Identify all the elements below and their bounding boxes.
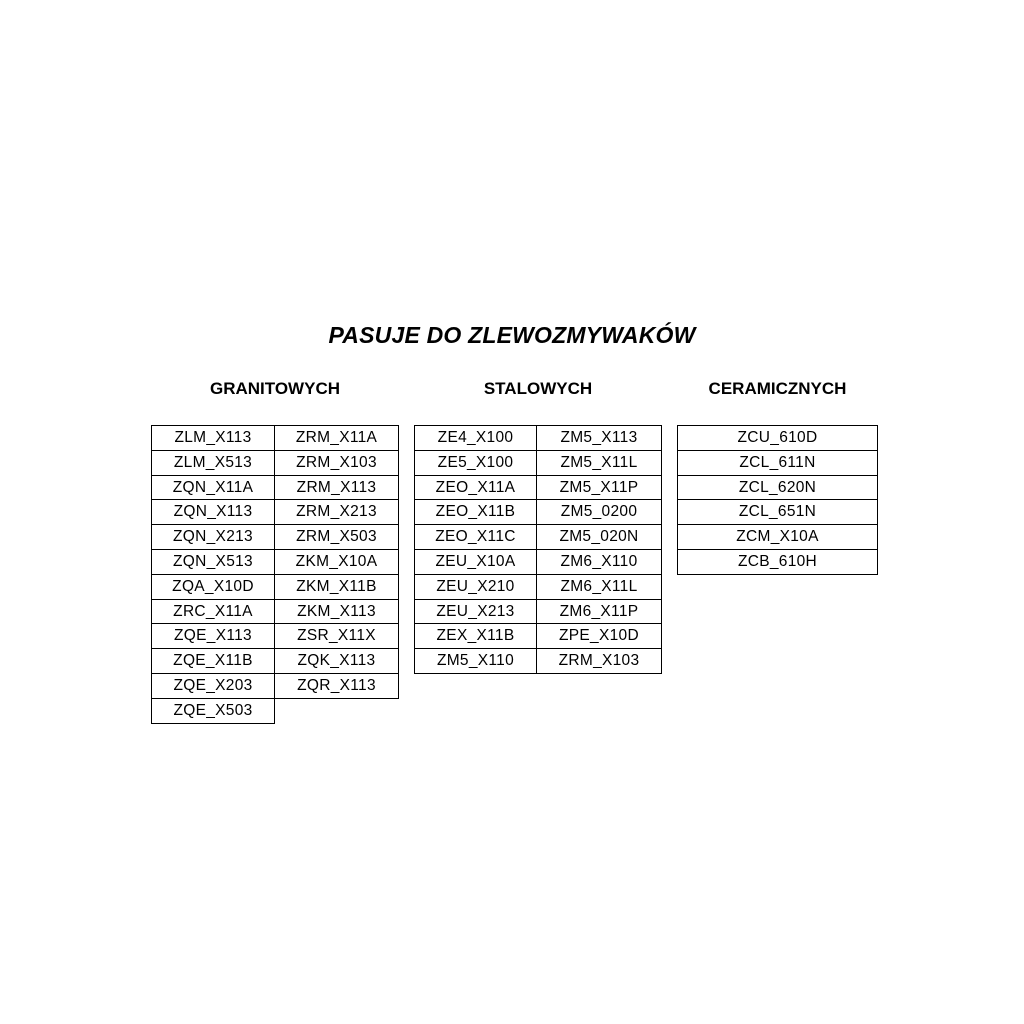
table-cell: ZEU_X10A [415,550,536,575]
table-cell: ZEO_X11B [415,500,536,525]
table-cell: ZM5_X113 [537,426,661,451]
table-cell: ZKM_X113 [275,600,398,625]
table-cell: ZCM_X10A [678,525,877,550]
table-cell: ZSR_X11X [275,624,398,649]
table-cell: ZQE_X503 [152,699,274,724]
table-cell: ZPE_X10D [537,624,661,649]
model-column [274,425,399,699]
table-cell: ZQN_X513 [152,550,274,575]
table-cell: ZEU_X213 [415,600,536,625]
table-cell: ZCU_610D [678,426,877,451]
model-column [536,425,662,674]
table-cell: ZQE_X113 [152,624,274,649]
table-cell: ZCL_611N [678,451,877,476]
table-cell: ZM6_X110 [537,550,661,575]
table-cell: ZRM_X103 [275,451,398,476]
table-cell: ZM5_X11P [537,476,661,501]
table-cell: ZRC_X11A [152,600,274,625]
table-cell: ZEO_X11C [415,525,536,550]
table-cell: ZM5_X110 [415,649,536,674]
page-title: PASUJE DO ZLEWOZMYWAKÓW [328,322,696,348]
table-cell: ZRM_X103 [537,649,661,674]
table-cell: ZM6_X11P [537,600,661,625]
table-cell: ZQN_X113 [152,500,274,525]
table-cell: ZEX_X11B [415,624,536,649]
table-cell: ZQK_X113 [275,649,398,674]
table-cell: ZQN_X213 [152,525,274,550]
table-cell: ZRM_X213 [275,500,398,525]
table-cell: ZEO_X11A [415,476,536,501]
model-column [151,425,275,724]
table-cell: ZCL_620N [678,476,877,501]
table-cell: ZQN_X11A [152,476,274,501]
table-cell: ZQE_X11B [152,649,274,674]
table-cell: ZRM_X11A [275,426,398,451]
heading-stalowych: STALOWYCH [483,379,593,398]
table-cell: ZQR_X113 [275,674,398,699]
table-cell: ZCL_651N [678,500,877,525]
table-cell: ZM5_X11L [537,451,661,476]
table-cell: ZCB_610H [678,550,877,575]
table-cell: ZKM_X11B [275,575,398,600]
table-cell: ZM6_X11L [537,575,661,600]
table-cell: ZLM_X513 [152,451,274,476]
table-cell: ZRM_X113 [275,476,398,501]
table-cell: ZQE_X203 [152,674,274,699]
table-cell: ZM5_020N [537,525,661,550]
table-cell: ZE4_X100 [415,426,536,451]
table-cell: ZQA_X10D [152,575,274,600]
heading-ceramicznych: CERAMICZNYCH [708,379,847,398]
heading-granitowych: GRANITOWYCH [209,379,340,398]
model-column [677,425,878,575]
table-cell: ZE5_X100 [415,451,536,476]
model-column [414,425,537,674]
table-cell: ZM5_0200 [537,500,661,525]
table-cell: ZEU_X210 [415,575,536,600]
table-cell: ZLM_X113 [152,426,274,451]
table-cell: ZKM_X10A [275,550,398,575]
table-cell: ZRM_X503 [275,525,398,550]
